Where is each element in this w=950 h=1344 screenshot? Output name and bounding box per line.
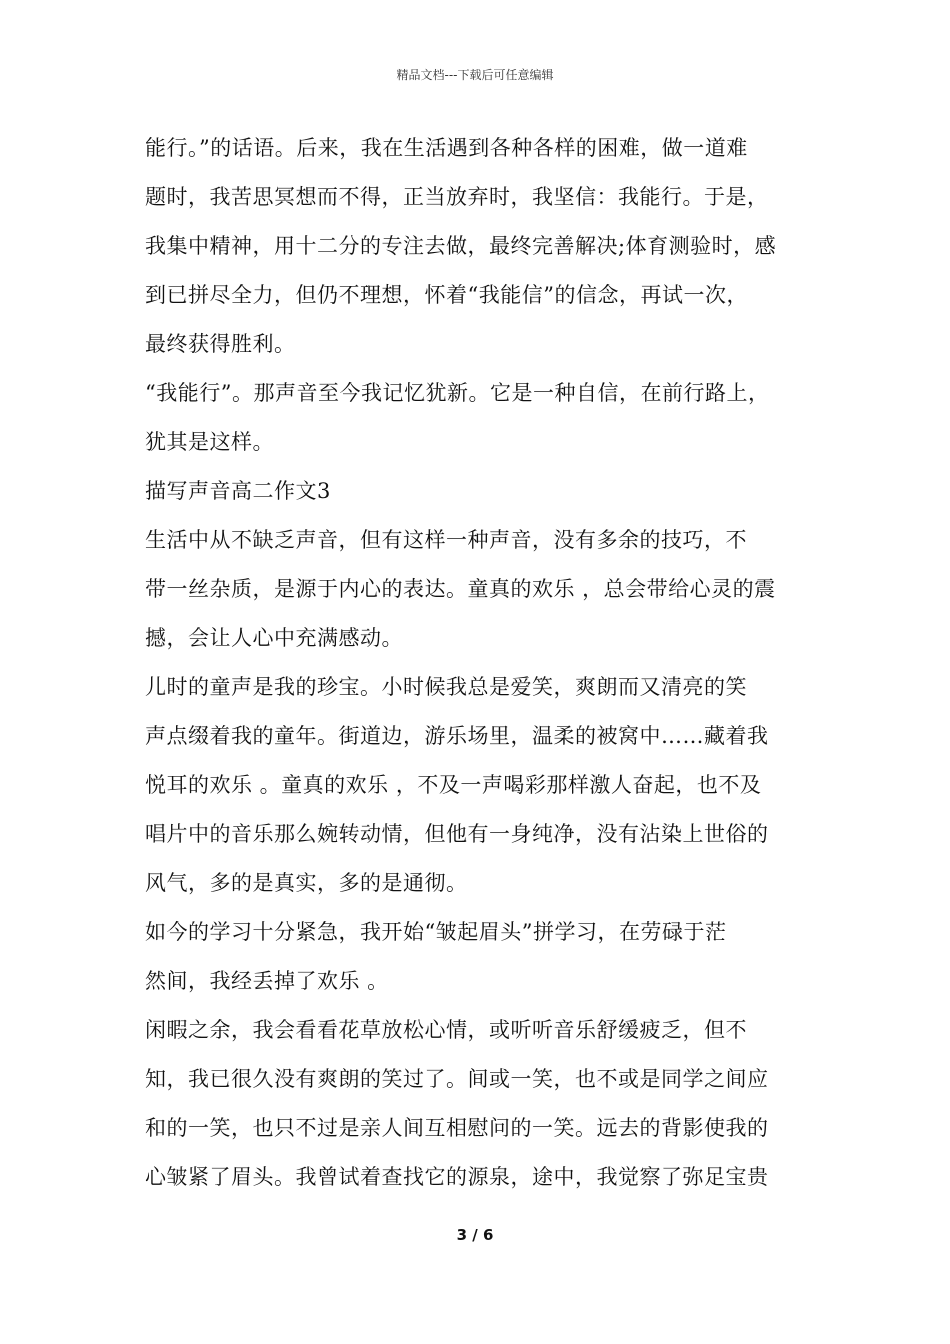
text-line: 闲暇之余，我会看看花草放松心情，或听听音乐舒缓疲乏，但不 bbox=[145, 1018, 747, 1042]
text-line: 生活中从不缺乏声音，但有这样一种声音，没有多余的技巧，不 bbox=[145, 528, 747, 552]
text-line: 知，我已很久没有爽朗的笑过了。间或一笑，也不或是同学之间应 bbox=[145, 1067, 769, 1091]
text-line: 如今的学习十分紧急，我开始“皱起眉头”拼学习，在劳碌于茫 bbox=[145, 920, 727, 944]
page-header: 精品文档---下载后可任意编辑 bbox=[396, 68, 554, 82]
text-line: 声点缀着我的童年。街道边，游乐场里，温柔的被窝中……藏着我 bbox=[145, 724, 769, 748]
page-number: 3 / 6 bbox=[456, 1226, 494, 1244]
section-heading: 描写声音高二作文3 bbox=[145, 479, 331, 503]
text-line: 我集中精神，用十二分的专注去做，最终完善解决;体育测验时，感 bbox=[145, 234, 777, 258]
text-line: 悦耳的欢乐 。童真的欢乐 ，不及一声喝彩那样激人奋起，也不及 bbox=[145, 773, 762, 797]
text-line: 犹其是这样。 bbox=[145, 430, 274, 454]
text-line: 心皱紧了眉头。我曾试着查找它的源泉，途中，我觉察了弥足宝贵 bbox=[145, 1165, 769, 1189]
document-body bbox=[145, 128, 825, 1206]
text-line: 和的一笑，也只不过是亲人间互相慰问的一笑。远去的背影使我的 bbox=[145, 1116, 769, 1140]
text-line: 唱片中的音乐那么婉转动情，但他有一身纯净，没有沾染上世俗的 bbox=[145, 822, 769, 846]
text-line: 撼，会让人心中充满感动。 bbox=[145, 626, 403, 650]
text-line: 儿时的童声是我的珍宝。小时候我总是爱笑，爽朗而又清亮的笑 bbox=[145, 675, 747, 699]
text-line: 带一丝杂质，是源于内心的表达。童真的欢乐 ，总会带给心灵的震 bbox=[145, 577, 776, 601]
text-line: 能行。”的话语。后来，我在生活遇到各种各样的困难，做一道难 bbox=[145, 136, 748, 160]
text-line: 最终获得胜利。 bbox=[145, 332, 296, 356]
text-line: 风气，多的是真实，多的是通彻。 bbox=[145, 871, 468, 895]
text-line: 然间，我经丢掉了欢乐 。 bbox=[145, 969, 389, 993]
text-line: 题时，我苦思冥想而不得，正当放弃时，我坚信：我能行。于是， bbox=[145, 185, 769, 209]
text-line: “我能行”。那声音至今我记忆犹新。它是一种自信，在前行路上， bbox=[145, 381, 770, 405]
text-line: 到已拼尽全力，但仍不理想，怀着“我能信”的信念，再试一次， bbox=[145, 283, 748, 307]
